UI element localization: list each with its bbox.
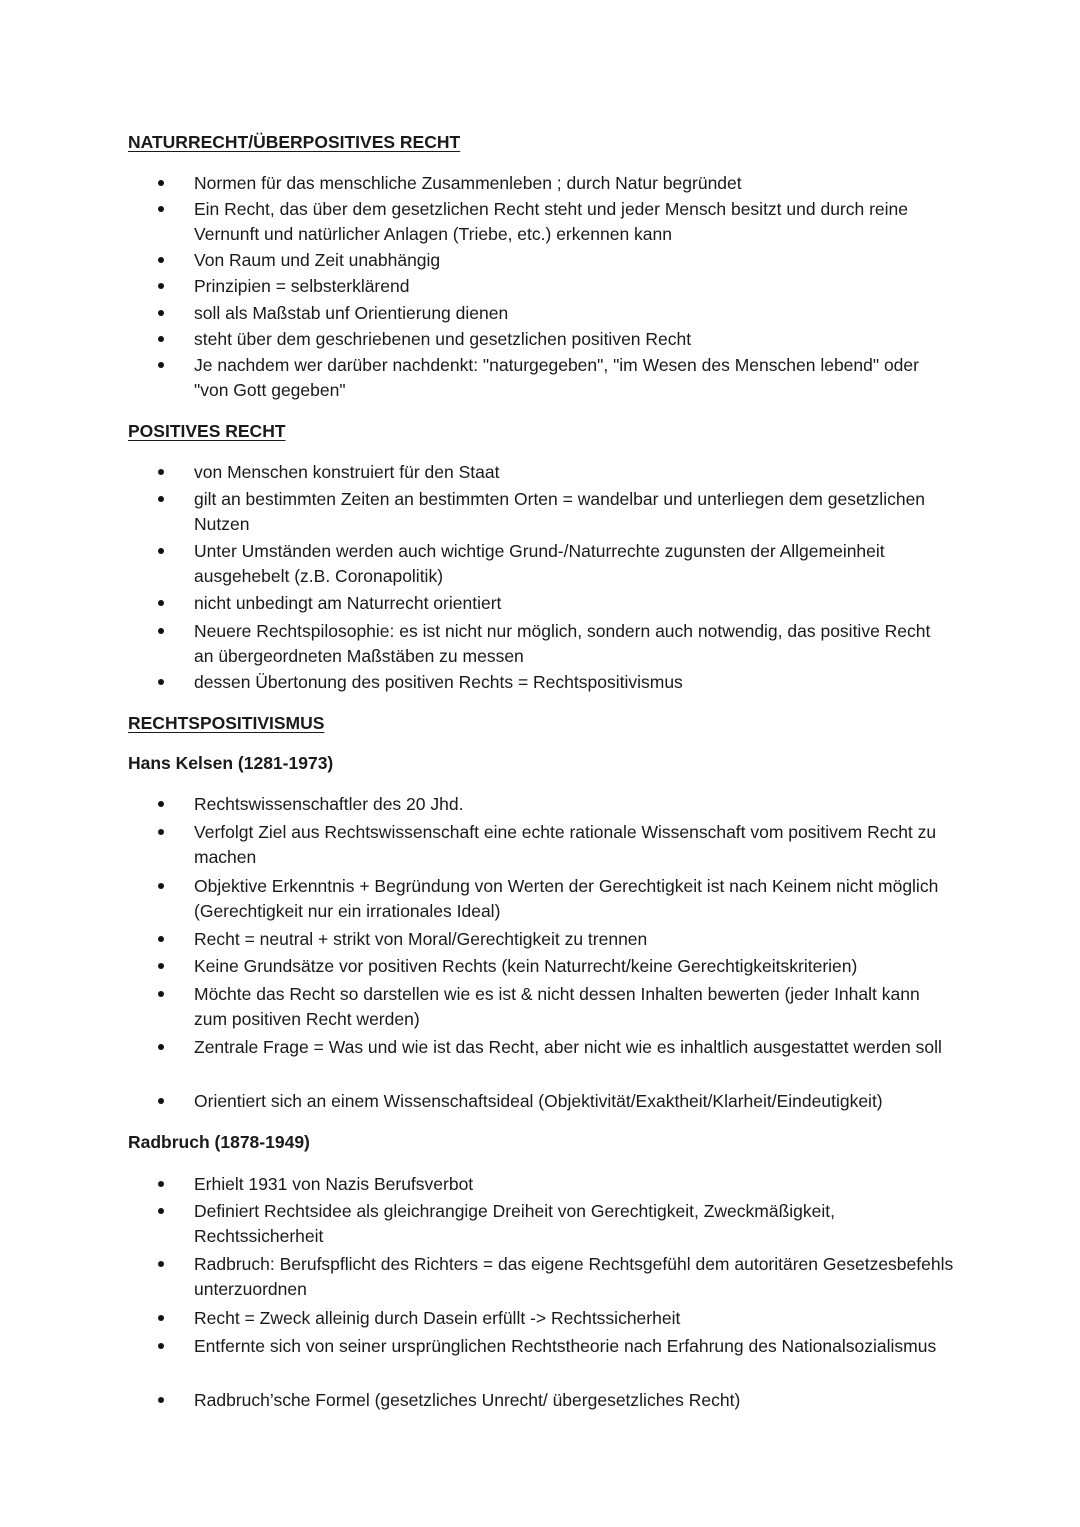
- list-item: Je nachdem wer darüber nachdenkt: "naturgegeben", "im Wesen des Menschen lebend" oder "von Gott gegeben": [194, 353, 954, 403]
- list-item: Objektive Erkenntnis + Begründung von Werten der Gerechtigkeit ist nach Keinem nicht möglich (Gerechtigkeit nur ein irrationales Ideal): [194, 874, 954, 924]
- list-item: dessen Übertonung des positiven Rechts = Rechtspositivismus: [194, 670, 954, 695]
- list-item: Rechtswissenschaftler des 20 Jhd.: [194, 792, 954, 817]
- list-item: Normen für das menschliche Zusammenleben ; durch Natur begründet: [194, 171, 954, 196]
- list-item: Recht = neutral + strikt von Moral/Gerechtigkeit zu trennen: [194, 927, 954, 952]
- list-item: Prinzipien = selbsterklärend: [194, 274, 954, 299]
- list-item: Neuere Rechtspilosophie: es ist nicht nur möglich, sondern auch notwendig, das positive Recht an übergeordneten Maßstäben zu messen: [194, 619, 954, 669]
- heading-rechtspositivismus: RECHTSPOSITIVISMUS: [128, 713, 325, 733]
- list-item: Recht = Zweck alleinig durch Dasein erfüllt -> Rechtssicherheit: [194, 1306, 954, 1331]
- list-item: Zentrale Frage = Was und wie ist das Recht, aber nicht wie es inhaltlich ausgestattet werden soll: [194, 1035, 954, 1060]
- subheading-kelsen: Hans Kelsen (1281-1973): [128, 753, 334, 773]
- list-item: Von Raum und Zeit unabhängig: [194, 248, 954, 273]
- list-item: Definiert Rechtsidee als gleichrangige Dreiheit von Gerechtigkeit, Zweckmäßigkeit, Rechtssicherheit: [194, 1199, 954, 1249]
- list-item: gilt an bestimmten Zeiten an bestimmten Orten = wandelbar und unterliegen dem gesetzlichen Nutzen: [194, 487, 954, 537]
- list-item: Unter Umständen werden auch wichtige Grund-/Naturrechte zugunsten der Allgemeinheit ausgehebelt (z.B. Coronapolitik): [194, 539, 954, 589]
- heading-naturrecht: NATURRECHT/ÜBERPOSITIVES RECHT: [128, 132, 461, 152]
- heading-positives-recht: POSITIVES RECHT: [128, 421, 286, 441]
- list-item: Radbruch’sche Formel (gesetzliches Unrecht/ übergesetzliches Recht): [194, 1388, 954, 1413]
- list-item: Keine Grundsätze vor positiven Rechts (kein Naturrecht/keine Gerechtigkeitskriterien): [194, 954, 954, 979]
- list-item: Ein Recht, das über dem gesetzlichen Recht steht und jeder Mensch besitzt und durch reine Vernunft und natürlicher Anlagen (Triebe, etc.) erkennen kann: [194, 197, 954, 247]
- list-item: soll als Maßstab unf Orientierung dienen: [194, 301, 954, 326]
- subheading-radbruch: Radbruch (1878-1949): [128, 1132, 310, 1152]
- list-item: Verfolgt Ziel aus Rechtswissenschaft eine echte rationale Wissenschaft vom positivem Recht zu machen: [194, 820, 954, 870]
- list-item: Möchte das Recht so darstellen wie es ist & nicht dessen Inhalten bewerten (jeder Inhalt kann zum positiven Recht werden): [194, 982, 954, 1032]
- list-item: steht über dem geschriebenen und gesetzlichen positiven Recht: [194, 327, 954, 352]
- list-item: nicht unbedingt am Naturrecht orientiert: [194, 591, 954, 616]
- list-item: Radbruch: Berufspflicht des Richters = das eigene Rechtsgefühl dem autoritären Gesetzesbefehls unterzuordnen: [194, 1252, 954, 1302]
- list-item: von Menschen konstruiert für den Staat: [194, 460, 954, 485]
- list-item: Entfernte sich von seiner ursprünglichen Rechtstheorie nach Erfahrung des Nationalsozialismus: [194, 1334, 954, 1359]
- list-item: Erhielt 1931 von Nazis Berufsverbot: [194, 1172, 954, 1197]
- list-item: Orientiert sich an einem Wissenschaftsideal (Objektivität/Exaktheit/Klarheit/Eindeutigkeit): [194, 1089, 954, 1114]
